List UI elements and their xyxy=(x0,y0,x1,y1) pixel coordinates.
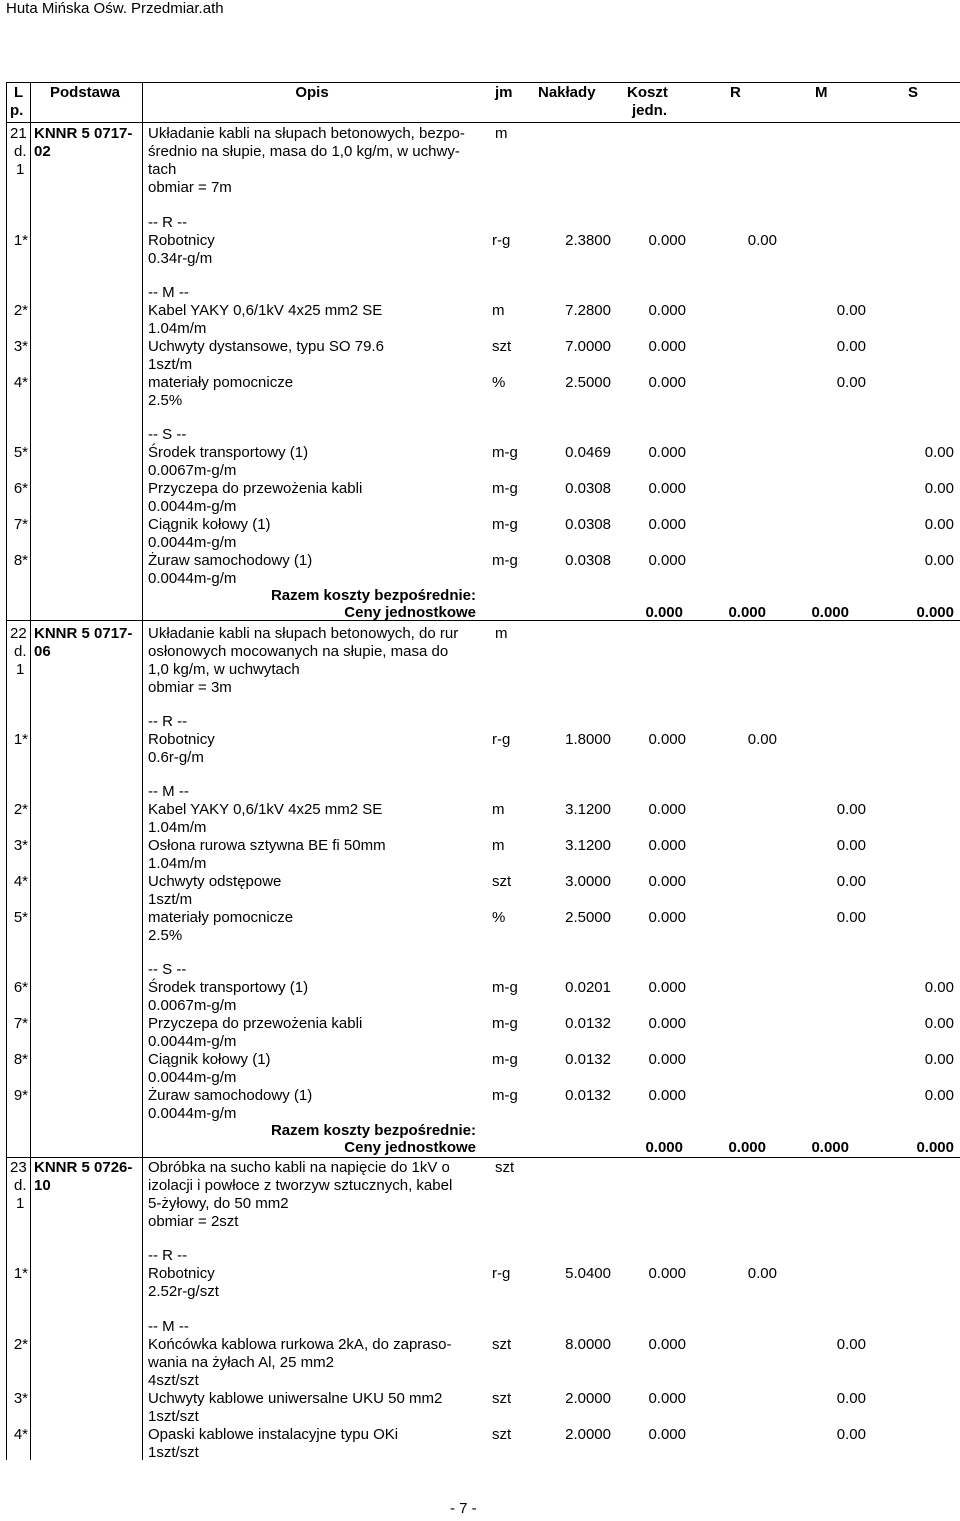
resource-quantity: 0.0469 xyxy=(565,444,611,461)
resource-name: Przyczepa do przewożenia kabli xyxy=(148,1015,363,1032)
resource-quantity: 0.0308 xyxy=(565,552,611,569)
header-unit-cost: Koszt xyxy=(627,84,668,101)
table-rule xyxy=(142,82,143,1460)
resource-name: Robotnicy xyxy=(148,1265,215,1282)
line-text: 0.0044m-g/m xyxy=(148,570,237,587)
resource-number: 4* xyxy=(13,1426,28,1443)
item-basis: 10 xyxy=(34,1177,51,1194)
resource-value: 0.00 xyxy=(747,232,777,249)
item-description: 1,0 kg/m, w uchwytach xyxy=(148,661,300,678)
resource-name: Końcówka kablowa rurkowa 2kA, do zapraso- xyxy=(148,1336,452,1353)
section-marker: -- R -- xyxy=(148,1247,188,1264)
resource-quantity: 0.0132 xyxy=(565,1051,611,1068)
resource-quantity: 1.8000 xyxy=(565,731,611,748)
resource-number: 4* xyxy=(13,374,28,391)
resource-unit-cost: 0.000 xyxy=(648,1390,686,1407)
item-description: tach xyxy=(148,161,177,178)
item-description: Układanie kabli na słupach betonowych, do rur xyxy=(148,625,459,642)
resource-unit: szt xyxy=(492,338,512,355)
item-number: 23 xyxy=(10,1159,27,1176)
direct-costs-label: Razem koszty bezpośrednie: xyxy=(270,1122,476,1139)
resource-value: 0.00 xyxy=(836,338,866,355)
resource-value: 0.00 xyxy=(924,1051,954,1068)
item-number: d. xyxy=(14,643,27,660)
resource-unit-cost: 0.000 xyxy=(648,1336,686,1353)
resource-unit-cost: 0.000 xyxy=(648,302,686,319)
section-marker: -- M -- xyxy=(148,783,189,800)
unit-price-value: 0.000 xyxy=(811,1139,849,1156)
header-s: S xyxy=(908,84,919,101)
line-text: 1.04m/m xyxy=(148,320,207,337)
resource-quantity: 2.5000 xyxy=(565,374,611,391)
resource-number: 9* xyxy=(13,1087,28,1104)
resource-name: Kabel YAKY 0,6/1kV 4x25 mm2 SE xyxy=(148,801,383,818)
line-text: obmiar = 7m xyxy=(148,179,232,196)
resource-name: Ciągnik kołowy (1) xyxy=(148,516,271,533)
section-marker: -- R -- xyxy=(148,713,188,730)
resource-unit: szt xyxy=(492,1336,512,1353)
header-basis: Podstawa xyxy=(50,84,121,101)
unit-price-value: 0.000 xyxy=(811,604,849,621)
resource-name: Uchwyty dystansowe, typu SO 79.6 xyxy=(148,338,384,355)
resource-quantity: 7.2800 xyxy=(565,302,611,319)
line-text: 1.04m/m xyxy=(148,819,207,836)
resource-unit-cost: 0.000 xyxy=(648,480,686,497)
item-unit: m xyxy=(495,625,508,642)
line-text: 1szt/m xyxy=(148,356,193,373)
resource-quantity: 3.1200 xyxy=(565,837,611,854)
header-description: Opis xyxy=(295,84,329,101)
unit-prices-label: Ceny jednostkowe xyxy=(344,1139,476,1156)
resource-number: 3* xyxy=(13,1390,28,1407)
resource-quantity: 2.3800 xyxy=(565,232,611,249)
item-number: 1 xyxy=(16,661,25,678)
resource-quantity: 2.0000 xyxy=(565,1426,611,1443)
resource-unit-cost: 0.000 xyxy=(648,731,686,748)
resource-quantity: 2.5000 xyxy=(565,909,611,926)
unit-price-value: 0.000 xyxy=(728,604,766,621)
resource-unit-cost: 0.000 xyxy=(648,873,686,890)
line-text: 1szt/m xyxy=(148,891,193,908)
header-inputs: Nakłady xyxy=(538,84,596,101)
line-text: 1szt/szt xyxy=(148,1444,199,1461)
table-rule xyxy=(6,82,7,1460)
item-description: średnio na słupie, masa do 1,0 kg/m, w uchwy- xyxy=(148,143,460,160)
resource-name: Uchwyty kablowe uniwersalne UKU 50 mm2 xyxy=(148,1390,443,1407)
resource-unit: szt xyxy=(492,1390,512,1407)
resource-value: 0.00 xyxy=(836,1426,866,1443)
table-rule xyxy=(6,122,960,123)
resource-quantity: 0.0132 xyxy=(565,1087,611,1104)
resource-unit-cost: 0.000 xyxy=(648,374,686,391)
item-number: 1 xyxy=(16,1195,25,1212)
resource-name: Środek transportowy (1) xyxy=(148,444,309,461)
resource-unit-cost: 0.000 xyxy=(648,232,686,249)
resource-value: 0.00 xyxy=(924,516,954,533)
resource-unit: r-g xyxy=(492,731,511,748)
item-basis: KNNR 5 0717- xyxy=(34,625,133,642)
resource-quantity: 0.0308 xyxy=(565,516,611,533)
resource-number: 6* xyxy=(13,979,28,996)
line-text: 4szt/szt xyxy=(148,1372,199,1389)
resource-value: 0.00 xyxy=(747,1265,777,1282)
unit-price-value: 0.000 xyxy=(645,604,683,621)
resource-name: Ciągnik kołowy (1) xyxy=(148,1051,271,1068)
resource-unit-cost: 0.000 xyxy=(648,909,686,926)
line-text: obmiar = 3m xyxy=(148,679,232,696)
resource-quantity: 5.0400 xyxy=(565,1265,611,1282)
line-text: 0.0044m-g/m xyxy=(148,498,237,515)
resource-unit: m xyxy=(492,302,505,319)
resource-number: 1* xyxy=(13,731,28,748)
resource-number: 3* xyxy=(13,837,28,854)
resource-name: Osłona rurowa sztywna BE fi 50mm xyxy=(148,837,386,854)
item-description: osłonowych mocowanych na słupie, masa do xyxy=(148,643,449,660)
resource-unit: r-g xyxy=(492,232,511,249)
line-text: obmiar = 2szt xyxy=(148,1213,239,1230)
table-rule xyxy=(6,82,960,83)
resource-name: Przyczepa do przewożenia kabli xyxy=(148,480,363,497)
resource-number: 7* xyxy=(13,516,28,533)
resource-value: 0.00 xyxy=(836,1390,866,1407)
resource-value: 0.00 xyxy=(836,374,866,391)
line-text: 2.5% xyxy=(148,392,183,409)
resource-value: 0.00 xyxy=(836,909,866,926)
resource-value: 0.00 xyxy=(924,552,954,569)
resource-name: Żuraw samochodowy (1) xyxy=(148,552,313,569)
line-text: 0.0044m-g/m xyxy=(148,1069,237,1086)
resource-name: materiały pomocnicze xyxy=(148,374,294,391)
table-rule xyxy=(6,1157,960,1158)
resource-quantity: 2.0000 xyxy=(565,1390,611,1407)
line-text: 2.5% xyxy=(148,927,183,944)
line-text: 0.0044m-g/m xyxy=(148,1105,237,1122)
resource-value: 0.00 xyxy=(924,480,954,497)
resource-number: 4* xyxy=(13,873,28,890)
resource-number: 1* xyxy=(13,1265,28,1282)
resource-value: 0.00 xyxy=(924,979,954,996)
item-basis: 02 xyxy=(34,143,51,160)
resource-number: 2* xyxy=(13,1336,28,1353)
resource-unit-cost: 0.000 xyxy=(648,1087,686,1104)
resource-name: Uchwyty odstępowe xyxy=(148,873,282,890)
resource-unit: m-g xyxy=(492,516,518,533)
resource-unit: % xyxy=(492,374,506,391)
line-text: 2.52r-g/szt xyxy=(148,1283,219,1300)
resource-value: 0.00 xyxy=(924,1087,954,1104)
unit-prices-label: Ceny jednostkowe xyxy=(344,604,476,621)
section-marker: -- S -- xyxy=(148,961,187,978)
resource-number: 5* xyxy=(13,909,28,926)
resource-unit-cost: 0.000 xyxy=(648,837,686,854)
header-unit: jm xyxy=(495,84,513,101)
section-marker: -- M -- xyxy=(148,1318,189,1335)
line-text: 0.6r-g/m xyxy=(148,749,204,766)
line-text: 1szt/szt xyxy=(148,1408,199,1425)
item-unit: szt xyxy=(495,1159,515,1176)
resource-number: 8* xyxy=(13,552,28,569)
resource-quantity: 3.1200 xyxy=(565,801,611,818)
resource-number: 7* xyxy=(13,1015,28,1032)
resource-name: Opaski kablowe instalacyjne typu OKi xyxy=(148,1426,399,1443)
resource-number: 5* xyxy=(13,444,28,461)
resource-name: Żuraw samochodowy (1) xyxy=(148,1087,313,1104)
section-marker: -- S -- xyxy=(148,426,187,443)
resource-quantity: 0.0132 xyxy=(565,1015,611,1032)
item-description: izolacji i powłoce z tworzyw sztucznych, kabel xyxy=(148,1177,453,1194)
resource-unit: % xyxy=(492,909,506,926)
item-number: 21 xyxy=(10,125,27,142)
section-marker: -- M -- xyxy=(148,284,189,301)
unit-price-value: 0.000 xyxy=(728,1139,766,1156)
resource-unit-cost: 0.000 xyxy=(648,516,686,533)
resource-number: 8* xyxy=(13,1051,28,1068)
resource-unit: m xyxy=(492,837,505,854)
item-description: 5-żyłowy, do 50 mm2 xyxy=(148,1195,289,1212)
resource-name: Kabel YAKY 0,6/1kV 4x25 mm2 SE xyxy=(148,302,383,319)
item-unit: m xyxy=(495,125,508,142)
resource-unit: szt xyxy=(492,873,512,890)
resource-unit: m xyxy=(492,801,505,818)
resource-number: 3* xyxy=(13,338,28,355)
item-number: 22 xyxy=(10,625,27,642)
resource-unit-cost: 0.000 xyxy=(648,444,686,461)
item-number: d. xyxy=(14,143,27,160)
resource-unit-cost: 0.000 xyxy=(648,1051,686,1068)
resource-value: 0.00 xyxy=(836,837,866,854)
resource-unit: szt xyxy=(492,1426,512,1443)
resource-unit: m-g xyxy=(492,444,518,461)
unit-price-value: 0.000 xyxy=(916,1139,954,1156)
header-lp: L xyxy=(14,84,24,101)
resource-unit: m-g xyxy=(492,552,518,569)
resource-unit-cost: 0.000 xyxy=(648,338,686,355)
resource-value: 0.00 xyxy=(924,1015,954,1032)
header-m: M xyxy=(815,84,828,101)
table-rule xyxy=(30,82,31,1460)
resource-value: 0.00 xyxy=(747,731,777,748)
doc-title: Huta Mińska Ośw. Przedmiar.ath xyxy=(6,0,224,17)
resource-unit-cost: 0.000 xyxy=(648,1265,686,1282)
resource-unit-cost: 0.000 xyxy=(648,552,686,569)
item-description: Obróbka na sucho kabli na napięcie do 1kV o xyxy=(148,1159,450,1176)
line-text: 0.0067m-g/m xyxy=(148,997,237,1014)
resource-unit: m-g xyxy=(492,480,518,497)
line-text: 0.34r-g/m xyxy=(148,250,213,267)
line-text: 0.0044m-g/m xyxy=(148,534,237,551)
resource-unit: m-g xyxy=(492,1051,518,1068)
unit-price-value: 0.000 xyxy=(916,604,954,621)
resource-unit-cost: 0.000 xyxy=(648,1426,686,1443)
unit-price-value: 0.000 xyxy=(645,1139,683,1156)
resource-quantity: 3.0000 xyxy=(565,873,611,890)
resource-quantity: 0.0308 xyxy=(565,480,611,497)
line-text: 0.0044m-g/m xyxy=(148,1033,237,1050)
item-basis: 06 xyxy=(34,643,51,660)
resource-number: 1* xyxy=(13,232,28,249)
item-number: 1 xyxy=(16,161,25,178)
page-number: - 7 - xyxy=(450,1500,477,1517)
resource-name: materiały pomocnicze xyxy=(148,909,294,926)
resource-unit-cost: 0.000 xyxy=(648,1015,686,1032)
header-r: R xyxy=(730,84,741,101)
resource-unit: m-g xyxy=(492,1087,518,1104)
resource-value: 0.00 xyxy=(836,801,866,818)
resource-number: 2* xyxy=(13,801,28,818)
resource-unit-cost: 0.000 xyxy=(648,801,686,818)
direct-costs-label: Razem koszty bezpośrednie: xyxy=(270,587,476,604)
resource-value: 0.00 xyxy=(836,302,866,319)
line-text: 1.04m/m xyxy=(148,855,207,872)
header-unit-cost: jedn. xyxy=(632,102,668,119)
resource-quantity: 0.0201 xyxy=(565,979,611,996)
resource-name: Robotnicy xyxy=(148,731,215,748)
resource-unit: m-g xyxy=(492,979,518,996)
resource-quantity: 7.0000 xyxy=(565,338,611,355)
resource-value: 0.00 xyxy=(836,1336,866,1353)
section-marker: -- R -- xyxy=(148,214,188,231)
resource-number: 2* xyxy=(13,302,28,319)
item-number: d. xyxy=(14,1177,27,1194)
item-description: Układanie kabli na słupach betonowych, bezpo- xyxy=(148,125,465,142)
resource-number: 6* xyxy=(13,480,28,497)
line-text: wania na żyłach Al, 25 mm2 xyxy=(148,1354,334,1371)
resource-unit-cost: 0.000 xyxy=(648,979,686,996)
resource-unit: m-g xyxy=(492,1015,518,1032)
item-basis: KNNR 5 0726- xyxy=(34,1159,133,1176)
resource-value: 0.00 xyxy=(924,444,954,461)
resource-unit: r-g xyxy=(492,1265,511,1282)
resource-value: 0.00 xyxy=(836,873,866,890)
header-lp: p. xyxy=(10,102,24,119)
resource-name: Robotnicy xyxy=(148,232,215,249)
resource-quantity: 8.0000 xyxy=(565,1336,611,1353)
line-text: 0.0067m-g/m xyxy=(148,462,237,479)
resource-name: Środek transportowy (1) xyxy=(148,979,309,996)
item-basis: KNNR 5 0717- xyxy=(34,125,133,142)
